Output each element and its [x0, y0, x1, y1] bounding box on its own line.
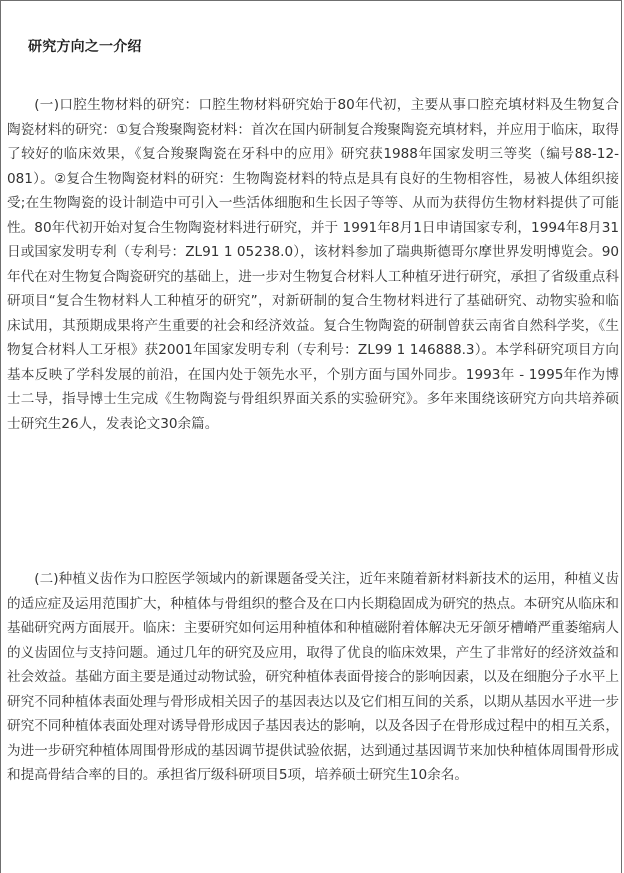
page-title: 研究方向之一介绍: [28, 39, 142, 55]
paragraph-dental-implants: (二)种植义齿作为口腔医学领域内的新课题备受关注，近年来随着新材料新技术的运用，种植义齿的适应症及运用范围扩大，种植体与骨组织的整合及在口内长期稳固成为研究的热点。本研究从临床和基础研究两方面展开。临床：主要研究如何运用种植体和种植磁附着体解决无牙颌牙槽嵴严重萎缩病人的义齿固位与支持问题。通过几年的研究及应用，取得了优良的临床效果，产生了非常好的经济效益和社会效益。基础方面主要是通过动物试验，研究种植体表面骨接合的影响因素，以及在细胞分子水平上研究不同种植体表面处理与骨形成相关因子的基因表达以及它们相互间的关系，以期从基因水平进一步研究不同种植体表面处理对诱导骨形成因子基因表达的影响，以及各因子在骨形成过程中的相互关系，为进一步研究种植体周围骨形成的基因调节提供试验依据，达到通过基因调节来加快种植体周围骨形成和提高骨结合率的目的。承担省厅级科研项目5项，培养硕士研究生10余名。: [7, 571, 619, 783]
paragraph-oral-biomaterials: (一)口腔生物材料的研究：口腔生物材料研究始于80年代初，主要从事口腔充填材料及生物复合陶瓷材料的研究：①复合羧聚陶瓷材料：首次在国内研制复合羧聚陶瓷充填材料，并应用于临床，取得了较好的临床效果，《复合羧聚陶瓷在牙科中的应用》研究获1988年国家发明三等奖（编号88-12-081）。②复合生物陶瓷材料的研究：生物陶瓷材料的特点是具有良好的生物相容性，易被人体组织接受;在生物陶瓷的设计制造中可引入一些活体细胞和生长因子等等、从而为获得仿生物材料提供了可能性。80年代初开始对复合生物陶瓷材料进行研究，并于 1991年8月1日申请国家专利，1994年8月31日或国家发明专利（专利号：ZL91 1 05238.0），该材料参加了瑞典斯德哥尔摩世界发明博览会。90年代在对生物复合陶瓷研究的基础上，进一步对生物复合材料人工种植牙进行研究，承担了省级重点科研项目“复合生物材料人工种植牙的研究”，对新研制的复合生物材料进行了基础研究、动物实验和临床试用，其预期成果将产生重要的社会和经济效益。复合生物陶瓷的研制曾获云南省自然科学奖，《生物复合材料人工牙根》获2001年国家发明专利（专利号：ZL99 1 146888.3）。本学科研究项目方向基本反映了学科发展的前沿，在国内处于领先水平，个别方面与国外同步。1993年 - 1995年作为博士二导，指导博士生完成《生物陶瓷与骨组织界面关系的实验研究》。多年来围绕该研究方向共培养硕士研究生26人，发表论文30余篇。: [7, 97, 619, 432]
